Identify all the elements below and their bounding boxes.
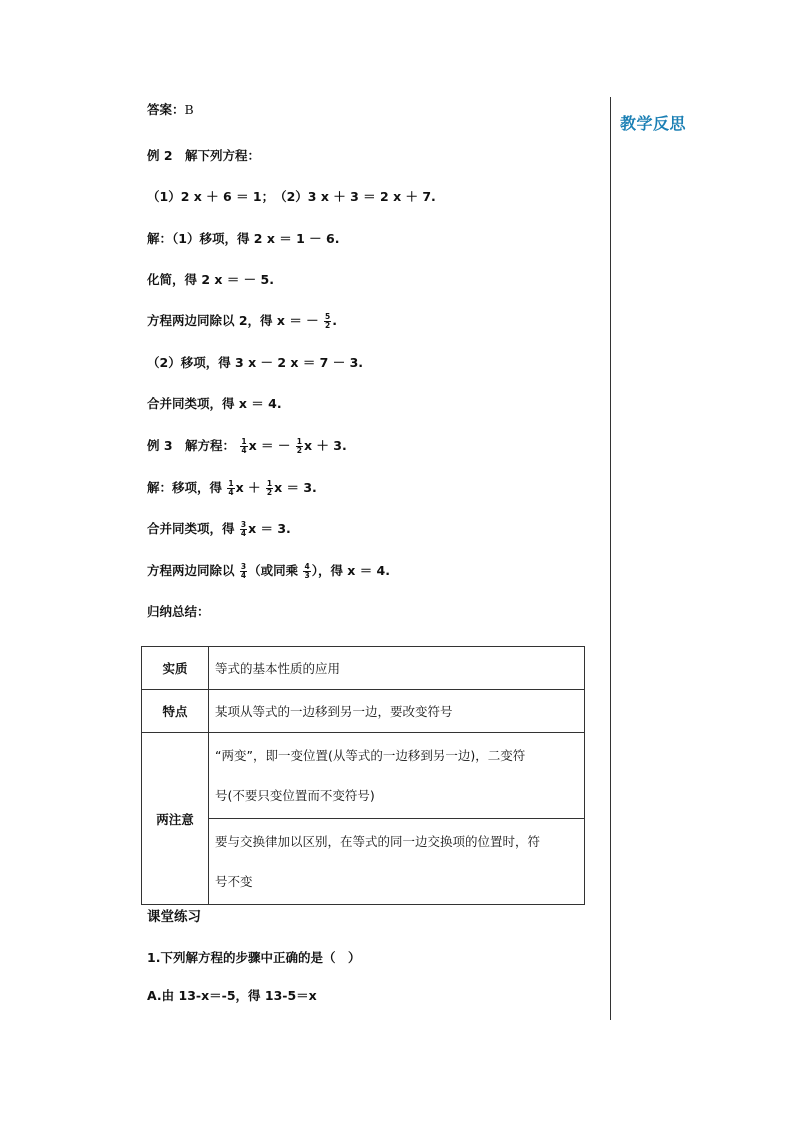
row-content: 等式的基本性质的应用 — [209, 647, 585, 690]
example2-sol2-step2: 合并同类项，得 x ＝ 4. — [147, 396, 282, 411]
row-label: 两注意 — [142, 733, 209, 905]
fraction: $\frac{1}{2}$ — [296, 437, 302, 455]
row-content: 某项从等式的一边移到另一边，要改变符号 — [209, 690, 585, 733]
note-1: “两变”，即一变位置(从等式的一边移到另一边)，二变符 号(不要只变位置而不变符号) — [209, 733, 585, 819]
summary-table — [141, 646, 585, 905]
fraction: $\frac{4}{3}$ — [304, 562, 310, 580]
example2-sol1-step3: 方程两边同除以 2，得 x ＝ － $\frac{5}{2}$ . — [147, 312, 337, 330]
answer-value: B — [184, 102, 194, 117]
row-label: 特点 — [142, 690, 209, 733]
table-row — [142, 819, 585, 905]
fraction: $\frac{1}{2}$ — [266, 479, 273, 497]
example2-sol2-step1: （2）移项，得 3 x － 2 x ＝ 7 － 3. — [147, 355, 364, 370]
example3-divide: 方程两边同除以 $\frac{3}{4}$ （或同乘 $\frac{4}{3}$ ），得 x ＝ 4. — [147, 562, 391, 580]
summary-heading: 归纳总结： — [147, 604, 210, 619]
fraction: $\frac{3}{4}$ — [240, 562, 247, 580]
note-2: 要与交换律加以区别，在等式的同一边交换项的位置时，符 号不变 — [209, 819, 585, 905]
row-label: 实质 — [142, 647, 209, 690]
example3-equation: 例 3 解方程： $\frac{1}{4}$ x ＝ － $\frac{1}{2}$ x ＋ 3. — [147, 437, 347, 455]
practice-question-1: 1.下列解方程的步骤中正确的是（ ） — [147, 950, 361, 965]
column-divider — [610, 97, 611, 1020]
example2-title: 例 2 解下列方程： — [147, 148, 261, 163]
fraction: $\frac{5}{2}$ — [325, 312, 331, 330]
example2-sol1-step1: 解：（1）移项，得 2 x ＝ 1 － 6. — [147, 231, 340, 246]
fraction: $\frac{1}{4}$ — [241, 437, 247, 455]
example3-move: 解：移项，得 $\frac{1}{4}$ x ＋ $\frac{1}{2}$ x ＝ 3. — [147, 479, 317, 497]
fraction: $\frac{3}{4}$ — [240, 520, 247, 538]
fraction: $\frac{1}{4}$ — [228, 479, 234, 497]
practice-option-a: A.由 13-x＝-5，得 13-5＝x — [147, 988, 317, 1003]
answer-line: 答案：B — [147, 102, 194, 117]
table-row — [142, 733, 585, 819]
example3-combine: 合并同类项，得 $\frac{3}{4}$ x ＝ 3. — [147, 520, 291, 538]
example2-problems: （1）2 x ＋ 6 ＝ 1； （2）3 x ＋ 3 ＝ 2 x ＋ 7. — [147, 189, 436, 204]
reflection-title: 教学反思 — [620, 114, 687, 133]
example2-sol1-step2: 化简，得 2 x ＝ － 5. — [147, 272, 274, 287]
practice-heading: 课堂练习 — [147, 909, 201, 925]
table-row — [142, 690, 585, 733]
table-row — [142, 647, 585, 690]
